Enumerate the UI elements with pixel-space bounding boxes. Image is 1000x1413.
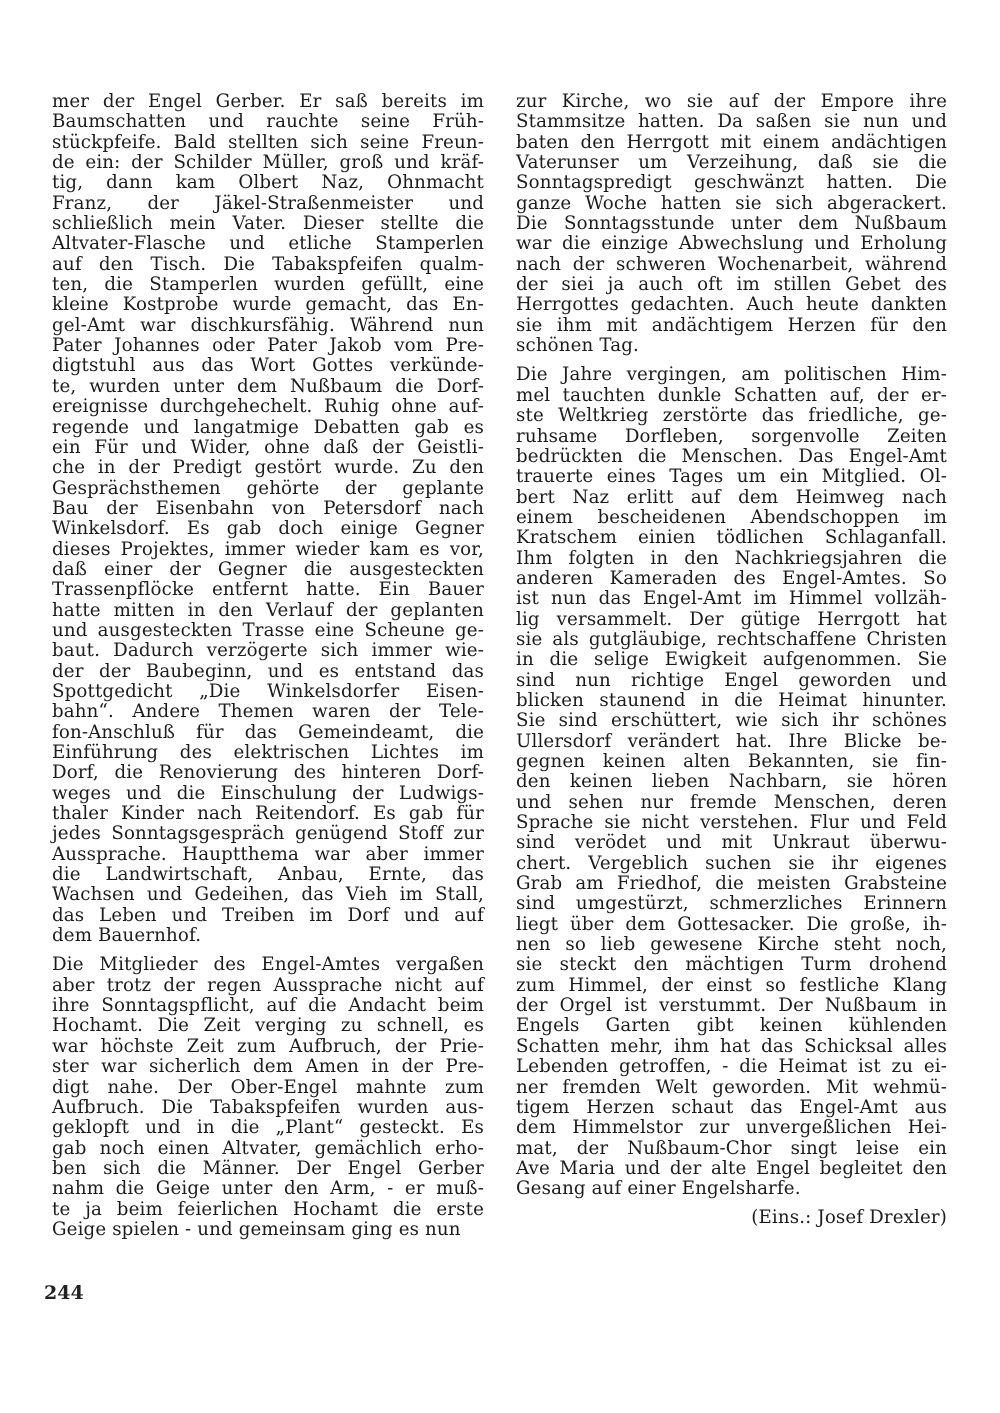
text-line: Ullersdorf verändert hat. Ihre Blicke be- — [516, 730, 947, 752]
text-line: Kratschem einien tödlichen Schlaganfall. — [516, 527, 947, 549]
text-line: ihre Sonntagspflicht, auf die Andacht beim — [52, 995, 484, 1017]
text-line: die Landwirtschaft, Anbau, Ernte, das — [52, 864, 484, 886]
text-line: der der Baubeginn, und es entstand das — [52, 660, 484, 682]
text-line: Vaterunser um Verzeihung, daß sie die — [516, 152, 947, 174]
text-line: sie steckt den mächtigen Turm drohend — [516, 954, 947, 976]
text-line: nahm die Geige unter den Arm, - er muß- — [52, 1178, 484, 1200]
text-line: ruhsame Dorfleben, sorgenvolle Zeiten — [516, 425, 947, 447]
text-line: Lebenden getroffen, - die Heimat ist zu ei- — [516, 1056, 947, 1078]
text-line: in die selige Ewigkeit aufgenommen. Sie — [516, 649, 947, 671]
text-line: hatte mitten in den Verlauf der geplanten — [52, 599, 484, 621]
text-line: sind nun richtige Engel geworden und — [516, 669, 947, 691]
text-line: bedrückten die Menschen. Das Engel-Amt — [516, 445, 947, 467]
text-line: gel-Amt war dischkursfähig. Während nun — [52, 314, 484, 336]
text-line: schließlich mein Vater. Dieser stellte die — [52, 213, 484, 235]
left-column — [52, 92, 484, 1240]
text-line: der Orgel ist verstummt. Der Nußbaum in — [516, 995, 947, 1017]
text-line: tigem Herzen schaut das Engel-Amt aus — [516, 1096, 947, 1118]
text-line: ist nun das Engel-Amt im Himmel vollzäh- — [516, 588, 947, 610]
text-line: baut. Dadurch verzögerte sich immer wie- — [52, 640, 484, 662]
text-line: nach der schweren Wochenarbeit, während — [516, 253, 947, 275]
text-line: anderen Kameraden des Engel-Amtes. So — [516, 567, 947, 589]
text-line: gegnen keinen alten Bekannten, sie fin- — [516, 751, 947, 772]
author-signature: (Eins.: Josef Drexler) — [751, 1206, 947, 1228]
text-line: und sehen nur fremde Menschen, deren — [516, 791, 947, 813]
text-line: jedes Sonntagsgespräch genügend Stoff zur — [52, 823, 484, 845]
text-line: Trassenpflöcke entfernt hatte. Ein Bauer — [52, 579, 484, 601]
text-line: Gesprächsthemen gehörte der geplante — [52, 477, 484, 499]
text-line: mel tauchten dunkle Schatten auf, der er- — [516, 384, 947, 406]
text-line: sie als gutgläubige, rechtschaffene Christen — [516, 628, 947, 650]
left-paragraph-2 — [52, 955, 484, 1240]
text-line: trauerte eines Tages um ein Mitglied. Ol- — [516, 466, 947, 488]
text-line: war die einzige Abwechslung und Erholung — [516, 233, 947, 255]
text-line: sie ihm mit andächtigem Herzen für den — [516, 314, 947, 336]
text-line: Wachsen und Gedeihen, das Vieh im Stall, — [52, 884, 484, 906]
text-line: ster war sicherlich dem Amen in der Pre- — [52, 1056, 484, 1078]
text-line: Sie sind erschüttert, wie sich ihr schönes — [516, 710, 947, 732]
text-line: Franz, der Jäkel-Straßenmeister und — [52, 192, 484, 214]
text-line: che in der Predigt gestört wurde. Zu den — [52, 457, 484, 479]
text-line: Bau der Eisenbahn von Petersdorf nach — [52, 497, 484, 519]
text-line: te ja beim feierlichen Hochamt die erste — [52, 1198, 484, 1220]
text-line: auf den Tisch. Die Tabakspfeifen qualm- — [52, 253, 484, 275]
text-line: Die Sonntagsstunde unter dem Nußbaum — [516, 213, 947, 235]
text-line: digtstuhl aus das Wort Gottes verkünde- — [52, 355, 484, 377]
text-line: chert. Vergeblich suchen sie ihr eigenes — [516, 852, 947, 874]
text-line: schönen Tag. — [516, 335, 639, 357]
text-line: das Leben und Treiben im Dorf und auf — [52, 904, 484, 926]
text-line: Grab am Friedhof, die meisten Grabsteine — [516, 873, 947, 895]
text-line: te, wurden unter dem Nußbaum die Dorf- — [52, 375, 484, 397]
text-line: Spottgedicht „Die Winkelsdorfer Eisen- — [52, 680, 484, 702]
text-line: blicken staunend in die Heimat hinunter. — [516, 689, 947, 711]
right-paragraph-2 — [516, 365, 947, 1199]
text-line: den keinen lieben Nachbarn, sie hören — [516, 771, 947, 793]
text-line: dem Bauernhof. — [52, 925, 202, 947]
text-line: Ihm folgten in den Nachkriegsjahren die — [516, 547, 947, 569]
text-line: ner fremden Welt geworden. Mit wehmü- — [516, 1076, 947, 1098]
text-line: Geige spielen - und gemeinsam ging es nun — [52, 1218, 461, 1240]
left-paragraph-1 — [52, 92, 484, 946]
text-line: und ausgesteckten Trasse eine Scheune ge- — [52, 619, 484, 641]
text-line: thaler Kinder nach Reitendorf. Es gab für — [52, 803, 484, 825]
text-line: ganze Woche hatten sie sich abgerackert. — [516, 192, 947, 214]
right-paragraph-1 — [516, 92, 947, 356]
text-line: kleine Kostprobe wurde gemacht, das En- — [52, 294, 484, 316]
text-line: Schatten mehr, ihm hat das Schicksal alles — [516, 1035, 947, 1057]
text-line: tig, dann kam Olbert Naz, Ohnmacht — [52, 172, 484, 194]
text-line: zur Kirche, wo sie auf der Empore ihre — [516, 91, 947, 112]
text-line: Gesang auf einer Engelsharfe. — [516, 1178, 801, 1200]
text-line: liegt über dem Gottesacker. Die große, ih- — [516, 913, 947, 935]
text-line: Hochamt. Die Zeit verging zu schnell, es — [52, 1015, 484, 1037]
text-line: der siei ja auch oft im stillen Gebet des — [516, 274, 947, 296]
text-line: Winkelsdorf. Es gab doch einige Gegner — [52, 518, 484, 540]
text-line: Baumschatten und rauchte seine Früh- — [52, 111, 484, 133]
text-line: Die Jahre vergingen, am politischen Him- — [516, 364, 947, 386]
text-line: einem bescheidenen Abendschoppen im — [516, 506, 947, 528]
text-line: Herrgottes gedachten. Auch heute dankten — [516, 294, 947, 316]
text-line: baten den Herrgott mit einem andächtigen — [516, 131, 947, 153]
text-line: stückpfeife. Bald stellten sich seine Freun- — [52, 131, 484, 153]
text-line: aber trotz der regen Aussprache nicht auf — [52, 974, 484, 996]
text-line: bert Naz erlitt auf dem Heimweg nach — [516, 486, 947, 508]
text-line: lig versammelt. Der gütige Herrgott hat — [516, 608, 947, 630]
text-line: war höchste Zeit zum Aufbruch, der Prie- — [52, 1035, 484, 1057]
text-line: weges und die Einschulung der Ludwigs- — [52, 782, 484, 804]
text-line: Altvater-Flasche und etliche Stamperlen — [52, 233, 484, 255]
text-line: sind verödet und mit Unkraut überwu- — [516, 832, 947, 854]
text-line: Aussprache. Hauptthema war aber immer — [52, 843, 484, 865]
text-line: ereignisse durchgehechelt. Ruhig ohne auf- — [52, 396, 484, 418]
text-line: gab noch einen Altvater, gemächlich erho- — [52, 1137, 484, 1159]
text-line: Stammsitze hatten. Da saßen sie nun und — [516, 111, 947, 133]
text-line: Sprache sie nicht verstehen. Flur und Feld — [516, 812, 947, 834]
text-line: geklopft und in die „Plant“ gesteckt. Es — [52, 1117, 484, 1139]
text-line: daß einer der Gegner die ausgesteckten — [52, 558, 484, 580]
text-line: mat, der Nußbaum-Chor singt leise ein — [516, 1137, 947, 1159]
text-line: ste Weltkrieg zerstörte das friedliche, ge- — [516, 405, 947, 427]
text-line: mer der Engel Gerber. Er saß bereits im — [52, 91, 484, 112]
text-line: Ave Maria und der alte Engel begleitet den — [516, 1157, 947, 1179]
text-line: de ein: der Schilder Müller, groß und kräf- — [52, 152, 484, 174]
text-line: Die Mitglieder des Engel-Amtes vergaßen — [52, 954, 484, 976]
text-line: Aufbruch. Die Tabakspfeifen wurden aus- — [52, 1096, 484, 1118]
text-line: ten, die Stamperlen wurden gefüllt, eine — [52, 274, 484, 296]
page-number: 244 — [44, 1282, 84, 1304]
text-line: nen so lieb gewesene Kirche steht noch, — [516, 934, 947, 956]
text-line: regende und langatmige Debatten gab es — [52, 416, 484, 438]
text-line: dem Himmelstor zur unvergeßlichen Hei- — [516, 1117, 947, 1139]
text-line: Sonntagspredigt geschwänzt hatten. Die — [516, 172, 947, 194]
text-line: Pater Johannes oder Pater Jakob vom Pre- — [52, 335, 484, 357]
text-line: bahn“. Andere Themen waren der Tele- — [52, 701, 484, 723]
text-line: ben sich die Männer. Der Engel Gerber — [52, 1157, 484, 1179]
text-line: Einführung des elektrischen Lichtes im — [52, 742, 484, 763]
text-line: sind umgestürzt, schmerzliches Erinnern — [516, 893, 947, 915]
text-line: dieses Projektes, immer wieder kam es vor, — [52, 538, 484, 560]
text-line: Engels Garten gibt keinen kühlenden — [516, 1015, 947, 1037]
text-line: ein Für und Wider, ohne daß der Geistli- — [52, 436, 484, 458]
text-line: fon-Anschluß für das Gemeindeamt, die — [52, 721, 484, 743]
text-line: digt nahe. Der Ober-Engel mahnte zum — [52, 1076, 484, 1098]
text-line: Dorf, die Renovierung des hinteren Dorf- — [52, 762, 484, 784]
text-line: zum Himmel, der einst so festliche Klang — [516, 974, 947, 996]
right-column — [516, 92, 947, 1228]
